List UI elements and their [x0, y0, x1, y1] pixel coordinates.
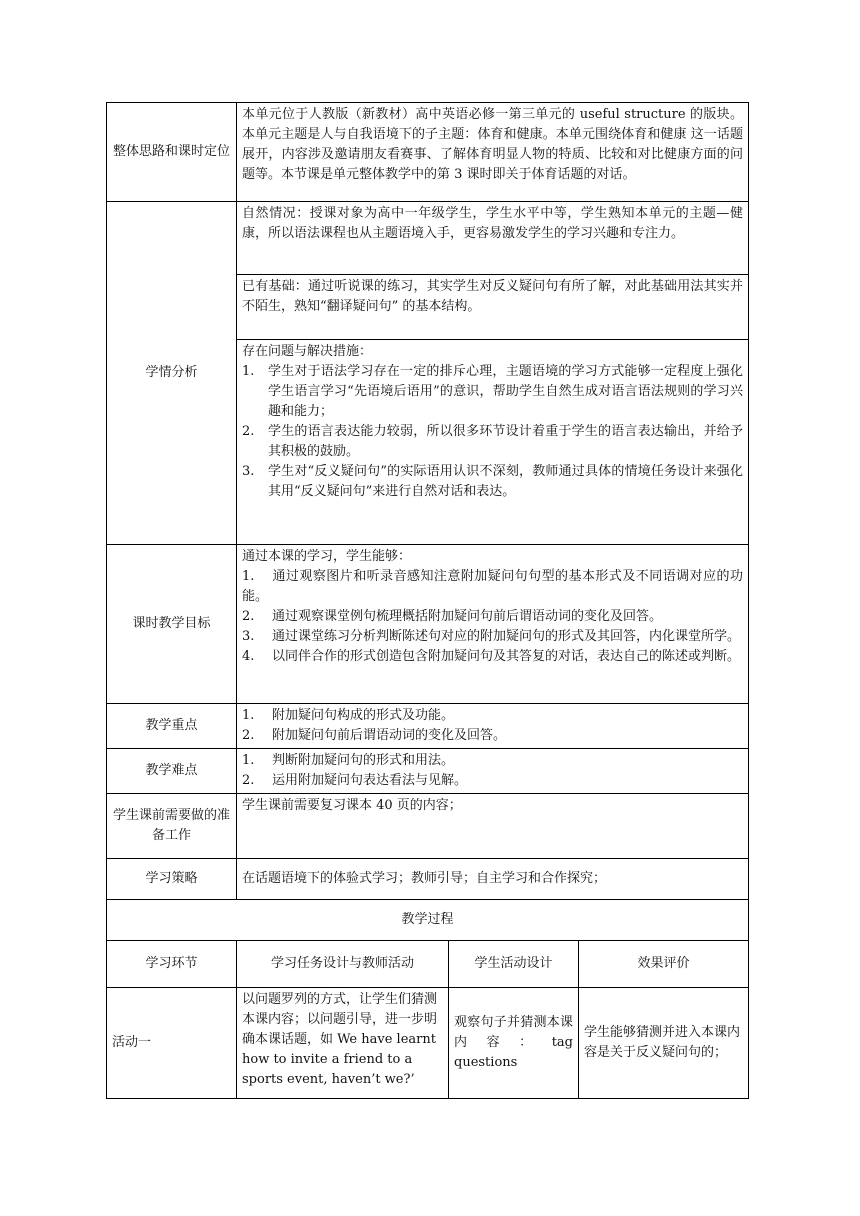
- header-teacher: 学习任务设计与教师活动: [237, 941, 449, 988]
- problem-text: 学生对于语法学习存在一定的排斥心理，主题语境的学习方式能够一定程度上强化学生语言学习“先语境后语用”的意识，帮助学生自然生成对语言语法规则的学习兴趣和能力；: [268, 364, 743, 419]
- key-point-text: 附加疑问句前后谓语动词的变化及回答。: [272, 728, 507, 743]
- lesson-plan-table: [106, 102, 749, 1099]
- problem-num: 3.: [242, 464, 255, 479]
- row-difficulties: [107, 749, 749, 794]
- row-student-analysis-natural: [107, 202, 749, 275]
- row-positioning: [107, 103, 749, 202]
- preparation-text: 学生课前需要复习课本 40 页的内容；: [237, 794, 749, 859]
- row-goals: [107, 545, 749, 704]
- goal-num: 2.: [242, 609, 255, 624]
- activity-evaluation: 学生能够猜测并进入本课内容是关于反义疑问句的；: [579, 988, 749, 1099]
- problem-num: 2.: [242, 424, 255, 439]
- row-preparation: [107, 794, 749, 859]
- student-analysis-problems: [237, 340, 749, 545]
- problem-text: 学生的语言表达能力较弱，所以很多环节设计着重于学生的语言表达输出，并给予其积极的鼓励。: [268, 424, 743, 459]
- row-activity: [107, 988, 749, 1099]
- key-point-item: [242, 726, 743, 746]
- header-student: 学生活动设计: [449, 941, 579, 988]
- goal-item: [242, 607, 743, 627]
- problem-item: [242, 462, 743, 502]
- difficulty-text: 运用附加疑问句表达看法与见解。: [272, 773, 468, 788]
- difficulty-num: 2.: [242, 773, 255, 788]
- key-points-content: [237, 704, 749, 749]
- difficulties-label: 教学难点: [107, 749, 237, 794]
- problem-item: [242, 362, 743, 422]
- difficulties-content: [237, 749, 749, 794]
- key-point-num: 2.: [242, 728, 255, 743]
- goal-text: 通过观察图片和听录音感知注意附加疑问句句型的基本形式及不同语调对应的功能。: [242, 569, 743, 604]
- difficulty-text: 判断附加疑问句的形式和用法。: [272, 753, 455, 768]
- row-process-title: [107, 900, 749, 941]
- key-point-num: 1.: [242, 708, 255, 723]
- problems-title: 存在问题与解决措施：: [242, 344, 373, 359]
- student-analysis-basis: 已有基础：通过听说课的练习，其实学生对反义疑问句有所了解，对此基础用法其实并不陌生，熟知“翻译疑问句” 的基本结构。: [237, 275, 749, 340]
- goal-item: [242, 647, 743, 667]
- problem-item: [242, 422, 743, 462]
- key-point-item: [242, 706, 743, 726]
- key-point-text: 附加疑问句构成的形式及功能。: [272, 708, 455, 723]
- header-evaluation: 效果评价: [579, 941, 749, 988]
- student-analysis-label: 学情分析: [107, 202, 237, 545]
- problem-text: 学生对“反义疑问句”的实际语用认识不深刻，教师通过具体的情境任务设计来强化其用“反义疑问句”来进行自然对话和表达。: [268, 464, 743, 499]
- key-points-label: 教学重点: [107, 704, 237, 749]
- strategy-label: 学习策略: [107, 859, 237, 900]
- positioning-text: 本单元位于人教版（新教材）高中英语必修一第三单元的 useful structure 的版块。本单元主题是人与自我语境下的子主题：体育和健康。本单元围绕体育和健康 这一话题展开，内容涉及邀请朋友看赛事、了解体育明显人物的特质、比较和对比健康方面的问题等。本节课是单元整体教学中的第 3 课时即关于体育话题的对话。: [237, 103, 749, 202]
- goals-content: [237, 545, 749, 704]
- row-strategy: [107, 859, 749, 900]
- positioning-label: 整体思路和课时定位: [107, 103, 237, 202]
- activity-stage: 活动一: [107, 988, 237, 1099]
- goal-item: [242, 627, 743, 647]
- goal-text: 通过课堂练习分析判断陈述句对应的附加疑问句的形式及其回答，内化课堂所学。: [272, 629, 741, 644]
- process-title: 教学过程: [107, 900, 749, 941]
- goal-text: 通过观察课堂例句梳理概括附加疑问句前后谓语动词的变化及回答。: [272, 609, 663, 624]
- preparation-label: 学生课前需要做的准备工作: [107, 794, 237, 859]
- goals-label: 课时教学目标: [107, 545, 237, 704]
- header-stage: 学习环节: [107, 941, 237, 988]
- goal-item: [242, 567, 743, 607]
- problem-num: 1.: [242, 364, 255, 379]
- activity-student: 观察句子并猜测本课内容：tag questions: [449, 988, 579, 1099]
- student-analysis-natural: 自然情况：授课对象为高中一年级学生，学生水平中等，学生熟知本单元的主题—健康，所以语法课程也从主题语境入手，更容易激发学生的学习兴趣和专注力。: [237, 202, 749, 275]
- activity-teacher: 以问题罗列的方式，让学生们猜测本课内容；以问题引导，进一步明确本课话题，如 We have learnt how to invite a friend to a sports event, haven’t we?’: [237, 988, 449, 1099]
- goal-num: 3.: [242, 629, 255, 644]
- strategy-text: 在话题语境下的体验式学习；教师引导；自主学习和合作探究；: [237, 859, 749, 900]
- difficulty-item: [242, 751, 743, 771]
- row-key-points: [107, 704, 749, 749]
- row-process-headers: [107, 941, 749, 988]
- difficulty-num: 1.: [242, 753, 255, 768]
- goal-text: 以同伴合作的形式创造包含附加疑问句及其答复的对话，表达自己的陈述或判断。: [272, 649, 741, 664]
- goal-num: 1.: [242, 569, 255, 584]
- goal-num: 4.: [242, 649, 255, 664]
- goals-intro: 通过本课的学习，学生能够：: [242, 549, 412, 564]
- difficulty-item: [242, 771, 743, 791]
